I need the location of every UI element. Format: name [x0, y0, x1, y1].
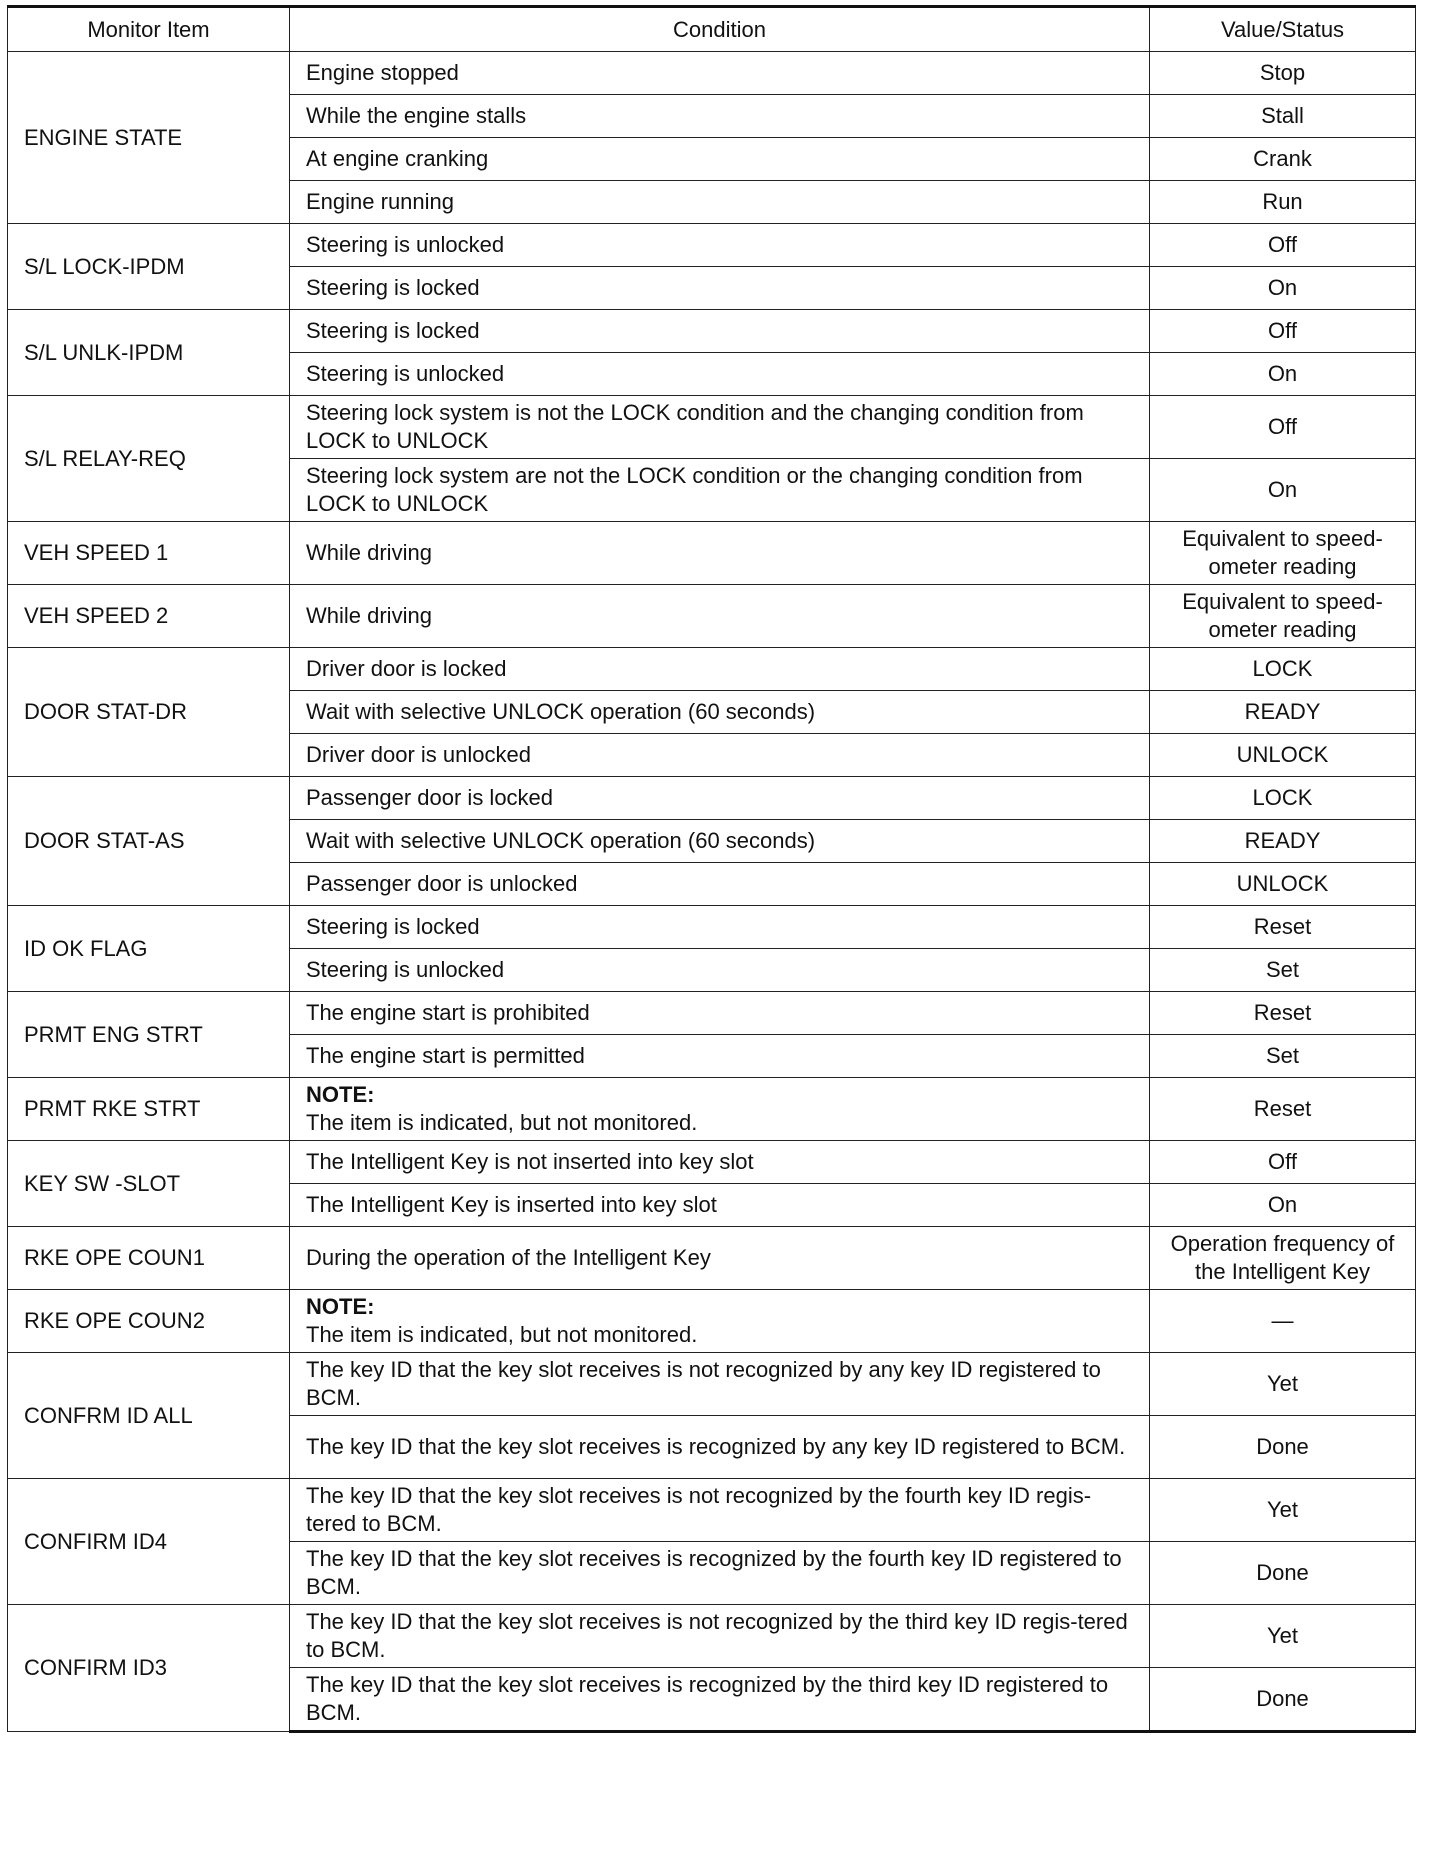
- monitor-item-cell: CONFIRM ID3: [8, 1605, 290, 1732]
- value-status-cell: Reset: [1150, 1078, 1416, 1141]
- value-status-cell: Off: [1150, 1141, 1416, 1184]
- note-label: NOTE:: [306, 1082, 375, 1107]
- condition-cell: The key ID that the key slot receives is not recognized by the third key ID regis-tered to BCM.: [290, 1605, 1150, 1668]
- monitor-item-cell: CONFRM ID ALL: [8, 1353, 290, 1479]
- note-text: The item is indicated, but not monitored.: [306, 1110, 698, 1135]
- condition-cell: Steering lock system are not the LOCK condition or the changing condition from LOCK to UNLOCK: [290, 459, 1150, 522]
- condition-cell: Wait with selective UNLOCK operation (60 seconds): [290, 691, 1150, 734]
- value-status-cell: Set: [1150, 1035, 1416, 1078]
- table-row: [8, 522, 1416, 585]
- value-status-cell: UNLOCK: [1150, 863, 1416, 906]
- value-status-cell: Equivalent to speed-ometer reading: [1150, 522, 1416, 585]
- monitor-item-cell: CONFIRM ID4: [8, 1479, 290, 1605]
- condition-cell: The key ID that the key slot receives is not recognized by the fourth key ID regis-tered to BCM.: [290, 1479, 1150, 1542]
- condition-cell: Steering is unlocked: [290, 224, 1150, 267]
- table-row: [8, 396, 1416, 459]
- condition-cell: The Intelligent Key is not inserted into key slot: [290, 1141, 1150, 1184]
- value-status-cell: Done: [1150, 1668, 1416, 1732]
- table-row: [8, 1078, 1416, 1141]
- note-label: NOTE:: [306, 1294, 375, 1319]
- value-status-cell: LOCK: [1150, 777, 1416, 820]
- value-status-cell: Reset: [1150, 906, 1416, 949]
- monitor-item-cell: S/L UNLK-IPDM: [8, 310, 290, 396]
- value-status-cell: Equivalent to speed-ometer reading: [1150, 585, 1416, 648]
- condition-cell: Steering is locked: [290, 310, 1150, 353]
- value-status-cell: Operation frequency of the Intelligent Key: [1150, 1227, 1416, 1290]
- table-body: [8, 52, 1416, 1732]
- monitor-item-cell: DOOR STAT-DR: [8, 648, 290, 777]
- value-status-cell: On: [1150, 267, 1416, 310]
- condition-cell: At engine cranking: [290, 138, 1150, 181]
- monitor-item-cell: VEH SPEED 2: [8, 585, 290, 648]
- monitor-item-cell: DOOR STAT-AS: [8, 777, 290, 906]
- condition-cell: While driving: [290, 585, 1150, 648]
- value-status-cell: Done: [1150, 1542, 1416, 1605]
- monitor-item-cell: RKE OPE COUN2: [8, 1290, 290, 1353]
- value-status-cell: Yet: [1150, 1353, 1416, 1416]
- monitor-item-cell: ID OK FLAG: [8, 906, 290, 992]
- condition-cell: Engine running: [290, 181, 1150, 224]
- condition-cell: The key ID that the key slot receives is recognized by the third key ID registered to BCM.: [290, 1668, 1150, 1732]
- condition-cell: The key ID that the key slot receives is recognized by the fourth key ID registered to BCM.: [290, 1542, 1150, 1605]
- value-status-cell: Yet: [1150, 1479, 1416, 1542]
- value-status-cell: Yet: [1150, 1605, 1416, 1668]
- value-status-cell: Reset: [1150, 992, 1416, 1035]
- value-status-cell: Off: [1150, 396, 1416, 459]
- header-monitor-item: Monitor Item: [8, 7, 290, 52]
- value-status-cell: Stop: [1150, 52, 1416, 95]
- value-status-cell: READY: [1150, 691, 1416, 734]
- condition-cell: The key ID that the key slot receives is recognized by any key ID registered to BCM.: [290, 1416, 1150, 1479]
- table-row: [8, 777, 1416, 820]
- condition-cell: The Intelligent Key is inserted into key slot: [290, 1184, 1150, 1227]
- value-status-cell: UNLOCK: [1150, 734, 1416, 777]
- value-status-cell: Off: [1150, 224, 1416, 267]
- condition-cell: The key ID that the key slot receives is not recognized by any key ID registered to BCM.: [290, 1353, 1150, 1416]
- value-status-cell: —: [1150, 1290, 1416, 1353]
- table-row: [8, 1290, 1416, 1353]
- value-status-cell: On: [1150, 459, 1416, 522]
- value-status-cell: Run: [1150, 181, 1416, 224]
- condition-cell: Steering lock system is not the LOCK condition and the changing condition from LOCK to UNLOCK: [290, 396, 1150, 459]
- condition-cell: [290, 1078, 1150, 1141]
- monitor-item-cell: PRMT ENG STRT: [8, 992, 290, 1078]
- value-status-cell: On: [1150, 1184, 1416, 1227]
- value-status-cell: Crank: [1150, 138, 1416, 181]
- table-row: [8, 310, 1416, 353]
- value-status-cell: On: [1150, 353, 1416, 396]
- value-status-cell: READY: [1150, 820, 1416, 863]
- value-status-cell: Set: [1150, 949, 1416, 992]
- table-header: [8, 7, 1416, 52]
- table-row: [8, 1141, 1416, 1184]
- condition-cell: Driver door is locked: [290, 648, 1150, 691]
- header-row: [8, 7, 1416, 52]
- monitor-item-cell: RKE OPE COUN1: [8, 1227, 290, 1290]
- condition-cell: Steering is unlocked: [290, 353, 1150, 396]
- table-row: [8, 224, 1416, 267]
- condition-cell: During the operation of the Intelligent Key: [290, 1227, 1150, 1290]
- monitor-item-table-container: [7, 5, 1415, 1733]
- condition-cell: Wait with selective UNLOCK operation (60 seconds): [290, 820, 1150, 863]
- monitor-item-cell: S/L LOCK-IPDM: [8, 224, 290, 310]
- condition-cell: Steering is locked: [290, 906, 1150, 949]
- condition-cell: Engine stopped: [290, 52, 1150, 95]
- condition-cell: Steering is locked: [290, 267, 1150, 310]
- value-status-cell: Stall: [1150, 95, 1416, 138]
- value-status-cell: LOCK: [1150, 648, 1416, 691]
- condition-cell: While the engine stalls: [290, 95, 1150, 138]
- condition-cell: Passenger door is locked: [290, 777, 1150, 820]
- value-status-cell: Off: [1150, 310, 1416, 353]
- condition-cell: While driving: [290, 522, 1150, 585]
- table-row: [8, 52, 1416, 95]
- header-condition: Condition: [290, 7, 1150, 52]
- table-row: [8, 906, 1416, 949]
- table-row: [8, 992, 1416, 1035]
- table-row: [8, 648, 1416, 691]
- table-row: [8, 1353, 1416, 1416]
- condition-cell: [290, 1290, 1150, 1353]
- monitor-item-table: [7, 5, 1416, 1733]
- table-row: [8, 1227, 1416, 1290]
- monitor-item-cell: ENGINE STATE: [8, 52, 290, 224]
- condition-cell: Steering is unlocked: [290, 949, 1150, 992]
- condition-cell: The engine start is permitted: [290, 1035, 1150, 1078]
- monitor-item-cell: S/L RELAY-REQ: [8, 396, 290, 522]
- table-row: [8, 585, 1416, 648]
- note-text: The item is indicated, but not monitored.: [306, 1322, 698, 1347]
- condition-cell: The engine start is prohibited: [290, 992, 1150, 1035]
- condition-cell: Driver door is unlocked: [290, 734, 1150, 777]
- header-value-status: Value/Status: [1150, 7, 1416, 52]
- table-row: [8, 1479, 1416, 1542]
- monitor-item-cell: KEY SW -SLOT: [8, 1141, 290, 1227]
- condition-cell: Passenger door is unlocked: [290, 863, 1150, 906]
- monitor-item-cell: PRMT RKE STRT: [8, 1078, 290, 1141]
- value-status-cell: Done: [1150, 1416, 1416, 1479]
- monitor-item-cell: VEH SPEED 1: [8, 522, 290, 585]
- table-row: [8, 1605, 1416, 1668]
